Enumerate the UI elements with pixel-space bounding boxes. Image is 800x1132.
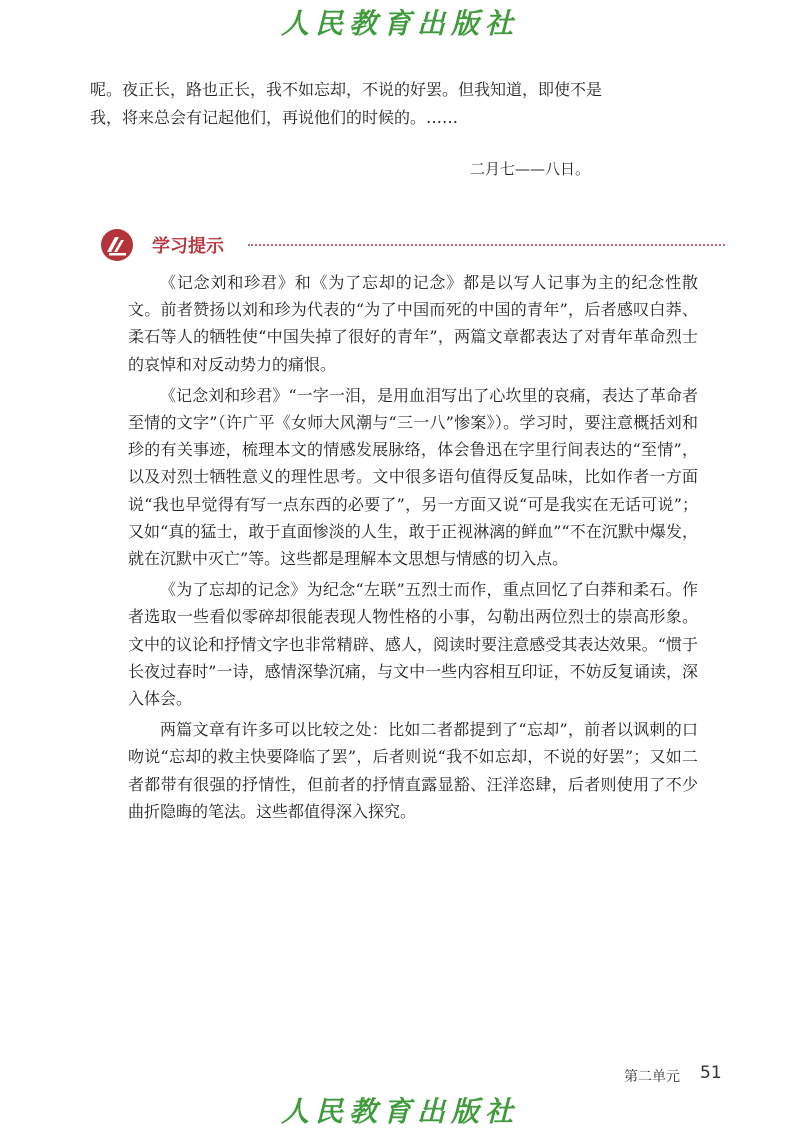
unit-label: 第二单元 — [624, 1069, 680, 1085]
tip-paragraph: 《为了忘却的记念》为纪念“左联”五烈士而作，重点回忆了白莽和柔石。作者选取一些看似零碎却很能表现人物性格的小事，勾勒出两位烈士的崇高形象。文中的议论和抒情文字也非常精辟、感人，阅读时要注意感受其表达效果。“惯于长夜过春时”一诗，感情深挚沉痛，与文中一些内容相互印证，不妨反复诵读，深入体会。 — [128, 580, 698, 709]
continuation-paragraph: 呢。夜正长，路也正长，我不如忘却，不说的好罢。但我知道，即使不是我，将来总会有记起他们，再说他们的时候的。…… — [90, 80, 603, 127]
publisher-logo-top: 人民教育出版社 — [280, 7, 519, 40]
dotted-divider — [248, 244, 725, 246]
study-tips-header — [100, 228, 725, 262]
date-line: 二月七——八日。 — [469, 160, 590, 178]
section-title: 学习提示 — [152, 236, 224, 257]
tip-paragraph: 《记念刘和珍君》和《为了忘却的记念》都是以写人记事为主的纪念性散文。前者赞扬以刘和珍为代表的“为了中国而死的中国的青年”，后者感叹白莽、柔石等人的牺牲使“中国失掉了很好的青年”，两篇文章都表达了对青年革命烈士的哀悼和对反动势力的痛恨。 — [128, 273, 698, 374]
tip-paragraph: 两篇文章有许多可以比较之处：比如二者都提到了“忘却”，前者以讽刺的口吻说“忘却的救主快要降临了罢”，后者则说“我不如忘却，不说的好罢”；又如二者都带有很强的抒情性，但前者的抒情直露显豁、汪洋恣肆，后者则使用了不少曲折隐晦的笔法。这些都值得深入探究。 — [128, 720, 698, 821]
page-number: 51 — [700, 1063, 722, 1083]
tip-paragraph: 《记念刘和珍君》“一字一泪，是用血泪写出了心坎里的哀痛，表达了革命者至情的文字”（许广平《女师大风潮与“三一八”惨案》）。学习时，要注意概括刘和珍的有关事迹，梳理本文的情感发展脉络，体会鲁迅在字里行间表达的“至情”，以及对烈士牺牲意义的理性思考。文中很多语句值得反复品味，比如作者一方面说“我也早觉得有写一点东西的必要了”，另一方面又说“可是我实在无话可说”；又如“真的猛士，敢于直面惨淡的人生，敢于正视淋漓的鲜血”“不在沉默中爆发，就在沉默中灭亡”等。这些都是理解本文思想与情感的切入点。 — [128, 385, 698, 569]
study-tips-body — [128, 269, 698, 829]
publisher-logo-bottom: 人民教育出版社 — [280, 1095, 519, 1128]
study-tips-icon — [100, 228, 134, 262]
